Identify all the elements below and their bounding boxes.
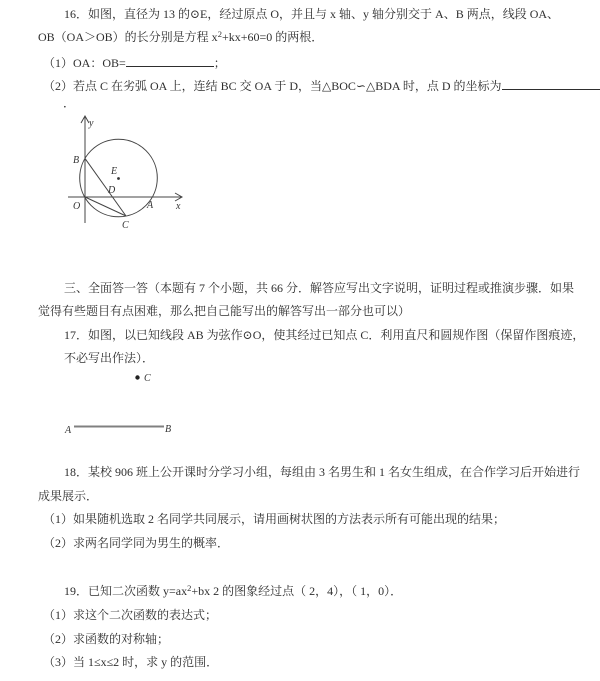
point-A-label: A	[147, 200, 154, 211]
p19-line1-pre: 19．已知二次函数 y=ax	[64, 584, 188, 598]
x-axis-label: x	[176, 201, 181, 212]
p17-construction-figure	[58, 366, 183, 438]
p16-item1	[43, 54, 226, 71]
p18-line2: 成果展示．	[38, 489, 99, 503]
p18-item2: （2）求两名同学同为男生的概率．	[43, 536, 230, 550]
p16-item2	[43, 77, 600, 94]
p16-answer-blank-2	[502, 77, 600, 90]
point-B-label: B	[165, 424, 172, 435]
p16-item1-text: （1）OA：OB=	[43, 56, 126, 70]
p19-line1-post: +bx 2 的图象经过点（ 2，4），（ 1，0）．	[191, 584, 403, 598]
p18-line1: 18．某校 906 班上公开课时分学习小组，每组由 3 名男生和 1 名女生组成，在合作学习后开始进行	[64, 465, 581, 479]
chord-BC	[85, 158, 126, 216]
p16-answer-blank-1	[126, 54, 214, 67]
p16-wrap-period: ．	[63, 96, 76, 110]
center-dot	[117, 177, 120, 180]
p16-line2-pre: OB（OA＞OB）的长分别是方程 x	[38, 30, 218, 44]
p19-exponent: 2	[187, 583, 192, 593]
p16-line2	[38, 30, 323, 45]
p17-line2: 不必写出作法）．	[64, 351, 155, 365]
point-D-label: D	[108, 185, 116, 196]
y-axis-label: y	[89, 118, 94, 129]
point-C-dot	[135, 375, 139, 379]
p19-item2: （2）求函数的对称轴；	[43, 632, 170, 646]
point-C-label: C	[144, 373, 151, 384]
p19-item1: （1）求这个二次函数的表达式；	[43, 608, 218, 622]
point-C-label: C	[122, 220, 129, 231]
p16-item1-tail: ；	[213, 56, 226, 70]
p16-line2-post: +kx+60=0 的两根．	[221, 30, 324, 44]
p16-exponent: 2	[217, 29, 222, 39]
section3-line2: 觉得有些题目有点困难，那么把自己能写出的解答写出一部分也可以）	[38, 304, 411, 318]
p18-item1: （1）如果随机选取 2 名同学共同展示，请用画树状图的方法表示所有可能出现的结果；	[43, 512, 506, 526]
p16-circle-figure	[60, 110, 190, 234]
p16-item2-text: （2）若点 C 在劣弧 OA 上，连结 BC 交 OA 于 D，当△BOC∽△BDA 时，点 D 的坐标为	[43, 79, 502, 93]
point-B-label: B	[73, 155, 80, 166]
p19-line1	[64, 584, 402, 599]
point-A-label: A	[65, 425, 72, 436]
p17-line1: 17．如图，以已知线段 AB 为弦作⊙O，使其经过已知点 C．利用直尺和圆规作图（保留作图痕迹，	[64, 328, 585, 342]
p16-line1: 16．如图，直径为 13 的⊙E，经过原点 O，并且与 x 轴、y 轴分别交于 A、B 两点，线段 OA、	[64, 7, 560, 21]
origin-label: O	[73, 201, 81, 212]
center-E-label: E	[111, 166, 118, 177]
p19-item3: （3）当 1≤x≤2 时，求 y 的范围．	[43, 655, 219, 669]
section3-line1: 三、全面答一答（本题有 7 个小题，共 66 分．解答应写出文字说明，证明过程或推演步骤．如果	[64, 281, 575, 295]
